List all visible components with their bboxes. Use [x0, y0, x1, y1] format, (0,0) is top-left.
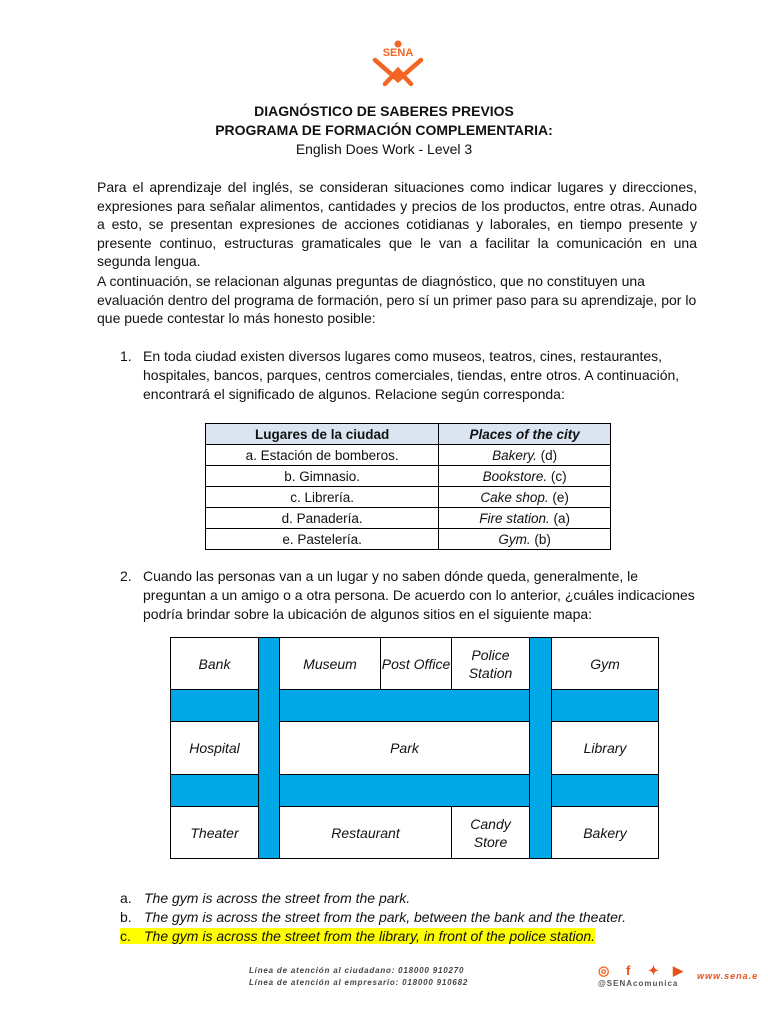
- subtitle: English Does Work - Level 3: [295, 141, 473, 157]
- question-1-number: 1.: [120, 348, 132, 364]
- spanish-cell: b. Gimnasio.: [206, 466, 439, 487]
- question-2: [120, 567, 695, 624]
- instagram-icon[interactable]: ◎: [598, 963, 610, 978]
- answer-letter: (b): [530, 531, 551, 547]
- social-handle: @SENAcomunica: [598, 979, 679, 988]
- title-line1: DIAGNÓSTICO DE SABERES PREVIOS: [254, 103, 514, 119]
- table-row: [206, 529, 611, 550]
- horizontal-road: [170, 689, 659, 722]
- facebook-icon[interactable]: f: [626, 963, 631, 978]
- map-restaurant: Restaurant: [279, 806, 452, 859]
- map-post-office: Post Office: [380, 637, 452, 690]
- question-1-text: En toda ciudad existen diversos lugares como museos, teatros, cines, restaurantes, hospitales, bancos, parques, centros comerciales, tiendas, entre otros. A continuación, encontrará el significado de algunos. Relacione según corresponda:: [143, 348, 680, 402]
- horizontal-road: [170, 774, 659, 807]
- vertical-road: [258, 637, 280, 859]
- answer-letter: (c): [547, 468, 567, 484]
- option-a: [120, 890, 410, 906]
- table-row: [206, 487, 611, 508]
- twitter-icon[interactable]: ✦: [648, 963, 659, 978]
- answer-letter: (a): [549, 510, 571, 526]
- map-museum: Museum: [279, 637, 381, 690]
- vertical-road: [529, 637, 552, 859]
- logo-text: SENA: [382, 47, 414, 59]
- english-term: Bookstore.: [482, 468, 548, 484]
- title-line2: PROGRAMA DE FORMACIÓN COMPLEMENTARIA:: [215, 122, 553, 138]
- option-letter: b.: [120, 909, 132, 925]
- intro-paragraph-2: A continuación, se relacionan algunas preguntas de diagnóstico, que no constituyen una evaluación dentro del programa de formación, pero sí un primer paso para su aprendizaje, por lo que puede contestar lo más honesto posible:: [97, 273, 697, 326]
- table-row: [206, 466, 611, 487]
- col-header-spanish: Lugares de la ciudad: [206, 424, 439, 445]
- table-row: [206, 445, 611, 466]
- footer-business-line: Línea de atención al empresario: 018000 910682: [249, 978, 469, 987]
- answer-letter: (d): [536, 447, 558, 463]
- option-c: [120, 928, 595, 944]
- website-link[interactable]: www.sena.e: [697, 971, 759, 981]
- option-text: The gym is across the street from the park.: [144, 890, 411, 906]
- map-candy-store: Candy Store: [451, 806, 530, 859]
- intro-paragraph-1: Para el aprendizaje del inglés, se consideran situaciones como indicar lugares y direcciones, expresiones para señalar alimentos, cantidades y precios de los productos, entre otras. Aunado a esto, se presentan expresiones de acciones cotidianas y laborales, en tiempo presente y presente continuo, estructuras gramaticales que le van a facilitar la comunicación en una segunda lengua.: [97, 179, 697, 269]
- question-2-text: Cuando las personas van a un lugar y no saben dónde queda, generalmente, le preguntan a un amigo o a otra persona. De acuerdo con lo anterior, ¿cuáles indicaciones podría brindar sobre la ubicación de algunos sitios en el siguiente mapa:: [143, 568, 695, 622]
- map-hospital: Hospital: [170, 721, 259, 775]
- city-map: [170, 637, 659, 859]
- english-term: Bakery.: [492, 447, 537, 463]
- youtube-icon[interactable]: ▶: [673, 963, 683, 978]
- question-1: [120, 347, 695, 404]
- map-gym: Gym: [551, 637, 659, 690]
- map-park: Park: [279, 721, 530, 775]
- english-term: Gym.: [498, 531, 531, 547]
- option-letter: a.: [120, 890, 132, 906]
- english-cell: [439, 445, 611, 466]
- table-row: [206, 508, 611, 529]
- english-cell: [439, 508, 611, 529]
- english-cell: [439, 487, 611, 508]
- option-b: [120, 909, 626, 925]
- map-bank: Bank: [170, 637, 259, 690]
- map-theater: Theater: [170, 806, 259, 859]
- english-term: Fire station.: [479, 510, 550, 526]
- map-bakery: Bakery: [551, 806, 659, 859]
- answer-letter: (e): [548, 489, 569, 505]
- spanish-cell: c. Librería.: [206, 487, 439, 508]
- map-police-station: Police Station: [451, 637, 530, 690]
- sena-logo: [369, 40, 427, 86]
- option-text: The gym is across the street from the library, in front of the police station.: [144, 928, 596, 944]
- english-cell: [439, 529, 611, 550]
- english-term: Cake shop.: [480, 489, 549, 505]
- spanish-cell: d. Panadería.: [206, 508, 439, 529]
- places-table: [205, 423, 611, 550]
- table-header-row: [206, 424, 611, 445]
- col-header-english: Places of the city: [439, 424, 611, 445]
- option-text: The gym is across the street from the park, between the bank and the theater.: [144, 909, 626, 925]
- question-2-number: 2.: [120, 568, 132, 584]
- option-letter: c.: [120, 928, 131, 944]
- footer-citizen-line: Línea de atención al ciudadano: 018000 910270: [249, 966, 465, 975]
- map-library: Library: [551, 721, 659, 775]
- english-cell: [439, 466, 611, 487]
- spanish-cell: a. Estación de bomberos.: [206, 445, 439, 466]
- spanish-cell: e. Pastelería.: [206, 529, 439, 550]
